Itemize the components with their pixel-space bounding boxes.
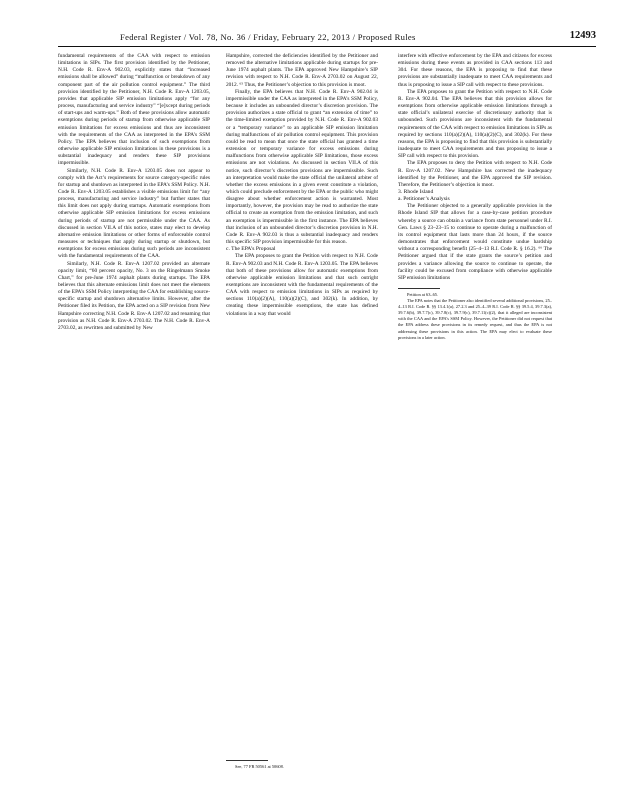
section-heading: 3. Rhode Island (398, 188, 434, 195)
paragraph: The Petitioner objected to a generally applicable provision in the Rhode Island SIP that allows for a case-by-case petition procedure whereby a source can obtain a variance from state personnel under R.I. Gen. Laws § 23–23–15 to continue to operate during a malfunction of its control equipment that lasts more than 24 hours, if the source demonstrates that enforcement would constitute undue hardship without a corresponding benefit (25–4–13 R.I. Code R. § 16.2). ⁶⁶ The Petitioner argued that if the state grants the source’s petition and provides a variance allowing the source to continue to operate, the facility could be excused from compliance with otherwise applicable SIP emission limitations (398, 203, 552, 281)
footnote: See, 77 FR 50561 at 50608. (235, 764, 284, 769)
paragraph: fundamental requirements of the CAA with respect to emission limitations in SIPs. The first provision identified by the Petitioner, N.H. Code R. Env-A 902.03, explicitly states that “increased emissions shall be allowed” during “malfunction or breakdown of any component part of the air pollution control equipment.” The third provision identified by the Petitioner, N.H. Code R. Env-A 1203.05, provides that applicable SIP emission limitations apply “for any process, manufacturing and service industry” “[e]xcept during periods of start-ups and warm-ups.” Both of these provisions allow automatic exemptions during periods of startup from otherwise applicable SIP emission limitations for excess emissions and thus are inconsistent with the requirements of the CAA as interpreted in the EPA’s SSM Policy. The EPA believes that inclusion of such exemptions from otherwise applicable SIP emission limitations in these provisions is a substantial inadequacy and renders these SIP provisions impermissible. (58, 53, 210, 167)
section-heading: a. Petitioner’s Analysis (398, 196, 450, 203)
page-number: 12493 (569, 30, 596, 41)
paragraph: Similarly, N.H. Code R. Env-A 1207.02 provided an alternate opacity limit, “60 percent opacity, No. 3 on the Ringelmann Smoke Chart,” for pre-June 1974 asphalt plants during startups. The EPA believes that this alternate emissions limit does not meet the elements of the EPA’s SSM Policy interpreting the CAA for establishing source-specific startup and shutdown alternative limits. However, after the Petitioner filed its Petition, the EPA acted on a SIP revision from New Hampshire correcting N.H. Code R. Env-A 1207.02 and renaming that provision as N.H. Code R. Env-A 2703.02. The N.H. Code R. Env-A 2703.02, as rewritten and submitted by New (58, 260, 210, 331)
footnote: Petition at 63–65. (407, 292, 439, 297)
header-citation: Federal Register / Vol. 78, No. 36 / Friday, February 22, 2013 / Proposed Rules (120, 32, 416, 42)
footnote-rule (398, 288, 440, 289)
paragraph: Similarly, N.H. Code R. Env-A 1203.05 does not appear to comply with the Act’s requirements for source category-specific rules for startup and shutdown as interpreted in the EPA’s SSM Policy. N.H. Code R. Env-A 1203.05 establishes a visible emissions limit for “any process, manufacturing and service industry” but further states that this limit does not apply during startups. Automatic exemptions from otherwise applicable SIP emission limitations for excess emissions during periods of startup are not permissible under the CAA. As discussed in section VII.A of this notice, states may elect to develop alternative emission limitations or other forms of enforceable control measures or techniques that apply during startup or shutdown, but exemptions for excess emissions during such periods are inconsistent with the fundamental requirements of the CAA. (58, 167, 210, 260)
paragraph: interfere with effective enforcement by the EPA and citizens for excess emissions during these events as provided in CAA sections 113 and 304. For these reasons, the EPA is proposing to find that these provisions are substantially inadequate to meet CAA requirements and thus is proposing to issue a SIP call with respect to these provisions. (398, 53, 552, 88)
footnote: The EPA notes that the Petitioner also identified several additional provisions, 25–4–13 R.I. Code R. §§ 13.4.1(a), 27.2.3 and 25–4–39 R.I. Code R. §§ 39.5.4, 39.7.3(a), 39.7.6(b), 39.7.7(c), 39.7.8(c), 39.7.9(c), 39.7.11(c)(2), that it alleged are inconsistent with the CAA and the EPA’s SSM Policy. However, the Petitioner did not request that the EPA address these provisions in its remedy request, and thus the EPA is not addressing these provisions in this action. The EPA may elect to evaluate these provisions in a later action. (398, 298, 552, 340)
section-heading: c. The EPA’s Proposal (226, 246, 276, 253)
running-header (58, 30, 596, 44)
footnote-column-2 (226, 760, 378, 770)
paragraph: The EPA proposes to grant the Petition with respect to N.H. Code R. Env-A 902.03 and N.H. Code R. Env-A 1203.05. The EPA believes that both of these provisions allow for automatic exemptions from otherwise applicable emission limitations and that such outright exemptions are inconsistent with the fundamental requirements of the CAA with respect to emission limitations in SIPs as required by sections 110(a)(2)(A), 110(a)(2)(C), and 302(k). In addition, by creating these impermissible exemptions, the state has defined violations in a way that would (226, 253, 378, 317)
footnote-rule (226, 760, 268, 761)
header-rule (58, 46, 596, 47)
paragraph: The EPA proposes to deny the Petition with respect to N.H. Code R. Env-A 1207.02. New Hampshire has corrected the inadequacy identified by the Petitioner, and the EPA approved the SIP revision. Therefore, the Petitioner’s objection is moot. (398, 160, 552, 188)
text-column-3 (398, 53, 552, 793)
text-column-2 (226, 53, 378, 793)
paragraph: Finally, the EPA believes that N.H. Code R. Env-A 902.04 is impermissible under the CAA as interpreted in the EPA’s SSM Policy, because it includes an unbounded director’s discretion provision. The provision authorizes a state official to grant “an extension of time” to the time-limited exemption provided by N.H. Code R. Env-A 902.03 or a “temporary variance” to an applicable SIP emission limitation during malfunctions of air pollution control equipment. This provision could be read to mean that once the state official has granted a time extension or temporary variance for excess emissions during malfunctions from otherwise applicable SIP limitations, those excess emissions are not violations. As discussed in section VII.A of this notice, such director’s discretion provisions are impermissible. Such an interpretation would make the state official the unilateral arbiter of whether the excess emissions in a given event constitute a violation, which could preclude enforcement by the EPA or the public who might disagree about whether enforcement action is warranted. Most importantly, however, the provision may be read to authorize the state official to create an exemption from the emission limitation, and such an exemption is impermissible in the first instance. The EPA believes that inclusion of an unbounded director’s discretion provision in N.H. Code R. Env-A 902.03 is thus a substantial inadequacy and renders this specific SIP provision impermissible for this reason. (226, 88, 378, 246)
text-column-1 (58, 53, 210, 793)
paragraph: Hampshire, corrected the deficiencies identified by the Petitioner and removed the alternative limitations applicable during startups for pre-June 1974 asphalt plants. The EPA approved New Hampshire’s SIP revision with respect to N.H. Code R. Env-A 2703.02 on August 22, 2012. ⁶⁵ Thus, the Petitioner’s objection to this provision is moot. (226, 53, 378, 88)
paragraph: The EPA proposes to grant the Petition with respect to N.H. Code R. Env-A 902.04. The EPA believes that this provision allows for exemptions from otherwise applicable emission limitations through a state official’s unilateral exercise of discretionary authority that is unbounded. Such provisions are inconsistent with the fundamental requirements of the CAA with respect to emission limitations in SIPs as required by sections 110(a)(2)(A), 110(a)(2)(C), and 302(k). For these reasons, the EPA is proposing to find that this provision is substantially inadequate to meet CAA requirements and thus proposing to issue a SIP call with respect to this provision. (398, 88, 552, 160)
